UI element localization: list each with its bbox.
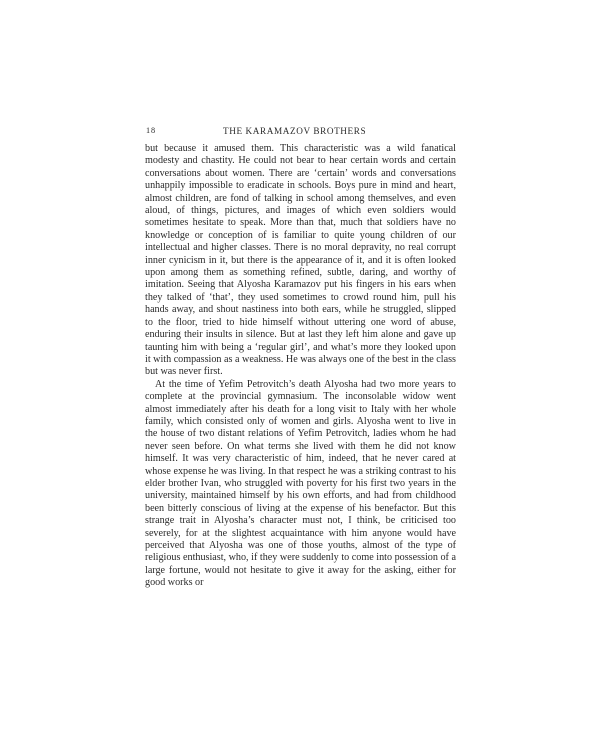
running-title: THE KARAMAZOV BROTHERS (223, 126, 367, 136)
body-text (145, 143, 456, 590)
paragraph-2: At the time of Yefim Petrovitch’s death Alyosha had two more years to complete at the provincial gymnasium. The inconsolable widow went almost immediately after his death for a long visit to Italy with her whole family, which consisted only of women and girls. Alyosha went to live in the house of two distant relations of Yefim Petrovitch, ladies whom he had never seen before. On what terms she lived with them he did not know himself. It was very characteristic of him, indeed, that he never cared at whose expense he was living. In that respect he was a striking contrast to his elder brother Ivan, who struggled with poverty for his first two years in the university, maintained himself by his own efforts, and had from childhood been bitterly conscious of living at the expense of his benefactor. But this strange trait in Alyosha’s character must not, I think, be criticised too severely, for at the slightest acquaintance with him anyone would have perceived that Alyosha was one of those youths, almost of the type of religious enthusiast, who, if they were suddenly to come into possession of a large fortune, would not hesitate to give it away for the asking, either for good works or (145, 378, 456, 589)
book-page (145, 124, 456, 590)
running-head (145, 124, 456, 138)
paragraph-1: but because it amused them. This characteristic was a wild fanatical modesty and chastity. He could not bear to hear certain words and certain conversations about women. There are ‘certain’ words and conversations unhappily impossible to eradicate in schools. Boys pure in mind and heart, almost children, are fond of talking in school among themselves, and even aloud, of things, pictures, and images of which even soldiers would sometimes hesitate to speak. More than that, much that soldiers have no knowledge or conception of is familiar to quite young children of our intellectual and higher classes. There is no moral depravity, no real corrupt inner cynicism in it, but there is the appearance of it, and it is often looked upon among them as something refined, subtle, daring, and worthy of imitation. Seeing that Alyosha Karamazov put his fingers in his ears when they talked of ‘that’, they used sometimes to crowd round him, pull his hands away, and shout nastiness into both ears, while he struggled, slipped to the floor, tried to hide himself without uttering one word of abuse, enduring their insults in silence. But at last they left him alone and gave up taunting him with being a ‘regular girl’, and what’s more they looked upon it with compassion as a weakness. He was always one of the best in the class but was never first. (145, 143, 456, 378)
page-number: 18 (146, 126, 156, 135)
